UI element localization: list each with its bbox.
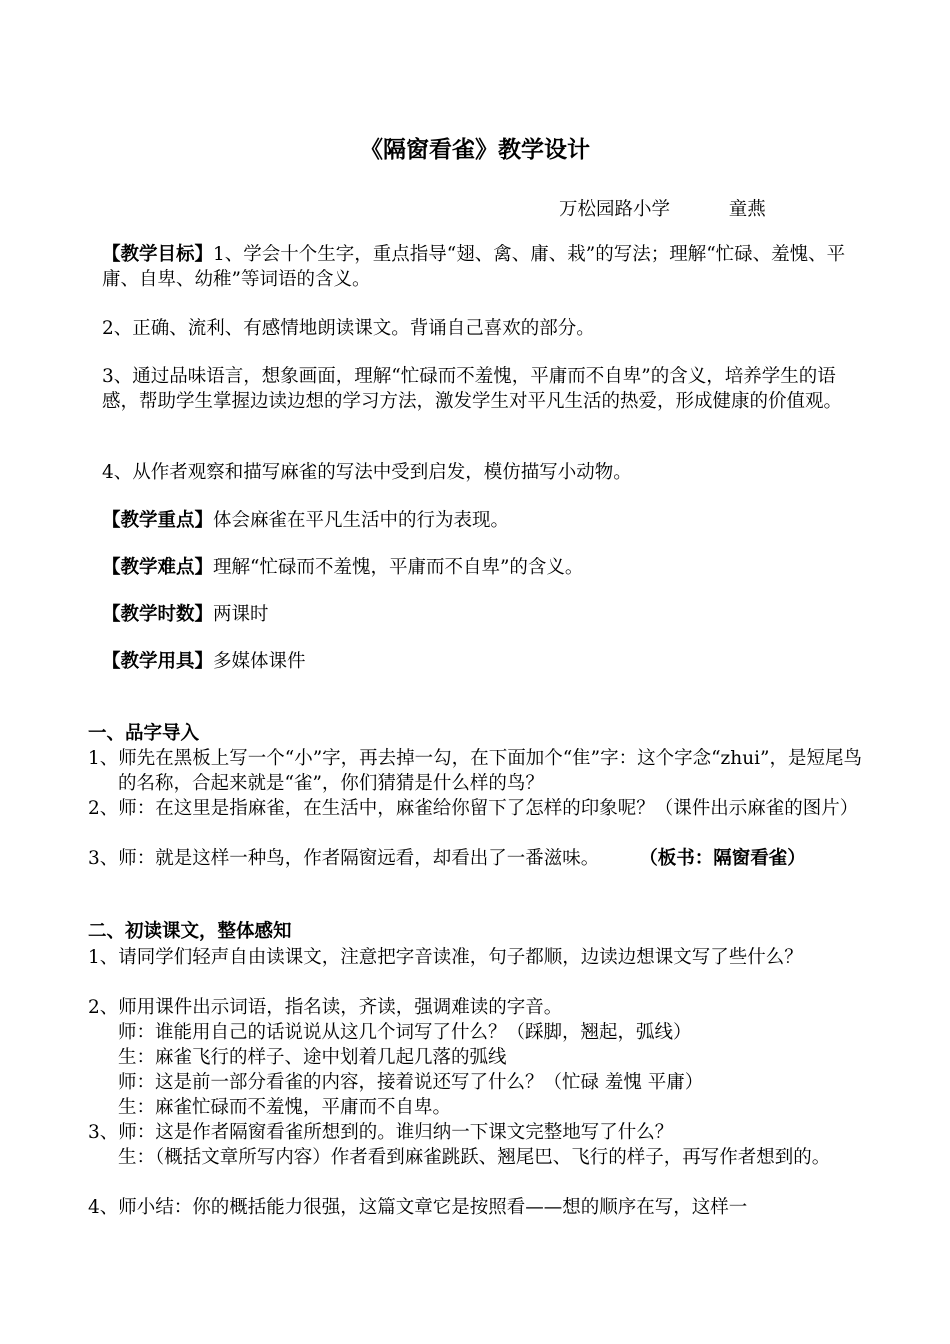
section-2-item-3: 3、师：这是作者隔窗看雀所想到的。谁归纳一下课文完整地写了什么？ xyxy=(88,1122,674,1143)
objectives-paragraph-1 xyxy=(102,242,864,292)
section-1-item-2: 2、师：在这里是指麻雀，在生活中，麻雀给你留下了怎样的印象呢？（课件出示麻雀的图片） xyxy=(88,798,859,819)
dialogue-line-student-1: 生：麻雀飞行的样子、途中划着几起几落的弧线 xyxy=(118,1047,507,1068)
dialogue-line-student-2: 生：麻雀忙碌而不羞愧，平庸而不自卑。 xyxy=(118,1097,452,1118)
teaching-tools xyxy=(102,649,864,674)
key-point-label: 【教学重点】 xyxy=(102,510,214,531)
hours-text: 两课时 xyxy=(213,604,269,625)
board-note: （板书：隔窗看雀） xyxy=(639,848,806,869)
section-2-title: 二、初读课文，整体感知 xyxy=(88,921,292,942)
section-1-item-3-text: 3、师：就是这样一种鸟，作者隔窗远看，却看出了一番滋味。 xyxy=(88,848,600,869)
objectives-item-3: 3、通过品味语言，想象画面，理解“忙碌而不羞愧，平庸而不自卑”的含义，培养学生的语感，帮助学生掌握边读边想的学习方法，激发学生对平凡生活的热爱，形成健康的价值观。 xyxy=(102,366,843,412)
tools-label: 【教学用具】 xyxy=(102,651,214,672)
objectives-item-4: 4、从作者观察和描写麻雀的写法中受到启发，模仿描写小动物。 xyxy=(102,462,632,483)
section-1-item-1: 1、师先在黑板上写一个“小”字，再去掉一勾，在下面加个“隹”字：这个字念“zhui”，是短尾鸟的名称，合起来就是“雀”，你们猜猜是什么样的鸟？ xyxy=(88,748,863,794)
difficulty-label: 【教学难点】 xyxy=(102,557,214,578)
objectives-item-2: 2、正确、流利、有感情地朗读课文。背诵自己喜欢的部分。 xyxy=(102,318,595,339)
key-point-text: 体会麻雀在平凡生活中的行为表现。 xyxy=(213,510,510,531)
difficulty xyxy=(102,555,864,580)
objectives-item-1: 1、学会十个生字，重点指导“翅、禽、庸、栽”的写法；理解“忙碌、羞愧、平庸、自卑、幼稚”等词语的含义。 xyxy=(102,244,846,290)
section-1-item-3 xyxy=(88,846,878,871)
dialogue-line-teacher-2: 师：这是前一部分看雀的内容，接着说还写了什么？（忙碌 羞愧 平庸） xyxy=(118,1072,704,1093)
author-line: 万松园路小学 童燕 xyxy=(559,199,766,220)
objectives-label: 【教学目标】 xyxy=(102,244,214,265)
tools-text: 多媒体课件 xyxy=(213,651,306,672)
difficulty-text: 理解“忙碌而不羞愧，平庸而不自卑”的含义。 xyxy=(213,557,584,578)
dialogue-line-student-3: 生：（概括文章所写内容）作者看到麻雀跳跃、翘尾巴、飞行的样子，再写作者想到的。 xyxy=(118,1147,831,1168)
section-2-item-4: 4、师小结：你的概括能力很强，这篇文章它是按照看——想的顺序在写，这样一 xyxy=(88,1197,748,1218)
teaching-hours xyxy=(102,602,864,627)
dialogue-line-teacher-1: 师：谁能用自己的话说说从这几个词写了什么？（踩脚，翘起，弧线） xyxy=(118,1022,692,1043)
section-2-item-2: 2、师用课件出示词语，指名读，齐读，强调难读的字音。 xyxy=(88,997,563,1018)
section-1-title: 一、品字导入 xyxy=(88,723,200,744)
key-point xyxy=(102,508,864,533)
section-2-item-1: 1、请同学们轻声自由读课文，注意把字音读准，句子都顺，边读边想课文写了些什么？ xyxy=(88,947,803,968)
page-title: 《隔窗看雀》教学设计 xyxy=(360,137,590,163)
hours-label: 【教学时数】 xyxy=(102,604,214,625)
